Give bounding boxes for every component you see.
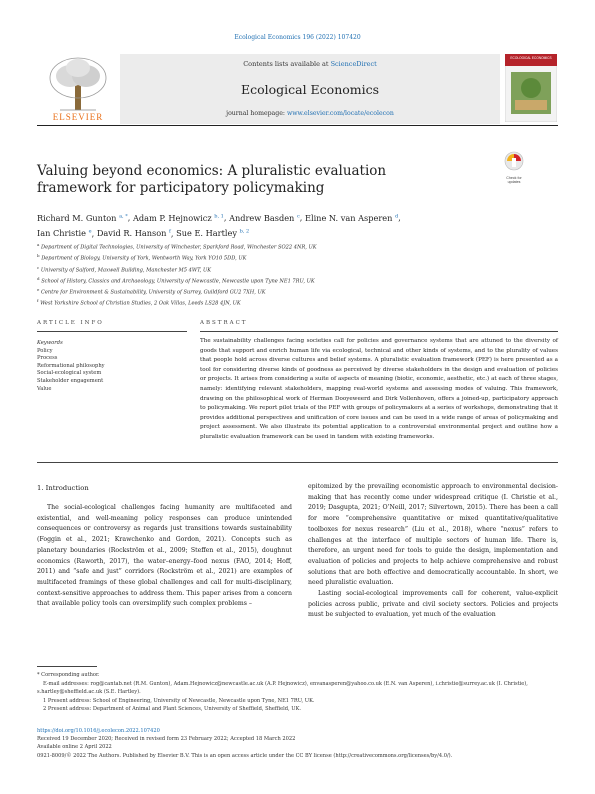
affiliation [37, 252, 557, 263]
journal-cover-image [505, 54, 557, 122]
keywords-block [37, 340, 187, 393]
footnotes [37, 671, 557, 714]
author-affil-marker[interactable]: b, 2 [239, 228, 250, 235]
body-column-left [37, 503, 292, 610]
affiliation [37, 264, 557, 275]
author-name: Adam P. Hejnowicz [132, 212, 212, 223]
contents-prefix: Contents lists available at [243, 60, 331, 68]
crossmark-icon [500, 150, 528, 172]
author-name: Richard M. Gunton [37, 212, 117, 223]
author-name: Eline N. van Asperen [304, 212, 393, 223]
keyword: Stakeholder engagement [37, 377, 104, 384]
journal-title: Ecological Economics [240, 82, 380, 97]
author-list: Richard M. Gunton $^{a, *}$, Adam P. Hejnowicz $^{b, 1}$, Andrew Basden $^c$, Eline N. van Asperen $^d$, Ian Christie $^e$, David R. Hanson $^f$, Sue E. Hartley $^{b, 2}$ [37, 212, 401, 239]
keywords-label: Keywords [37, 340, 63, 346]
footnote-divider [37, 666, 97, 667]
keyword: Social-ecological system [37, 370, 102, 377]
available-online: Available online 2 April 2022 [37, 744, 112, 751]
author-name: Sue E. Hartley [176, 228, 237, 239]
affil-text: West Yorkshire School of Christian Studies, 2 Oak Villas, Leeds LS28 4JN, UK [40, 301, 241, 308]
author-name: Ian Christie [37, 228, 87, 239]
affiliation [37, 297, 557, 308]
author[interactable] [133, 213, 224, 223]
author-name: David R. Hanson [96, 228, 167, 239]
doi-link[interactable]: https://doi.org/10.1016/j.ecolecon.2022.107420 [37, 728, 160, 734]
author-affil-marker[interactable]: f [169, 228, 171, 235]
sciencedirect-link[interactable]: ScienceDirect [330, 60, 377, 68]
footnote-2: 2 Present address: Department of Animal and Plant Sciences, University of Sheffield, Sheffield, UK. [43, 706, 302, 713]
homepage-line [120, 110, 500, 117]
affil-marker: f [37, 298, 39, 304]
affil-text: Department of Digital Technologies, University of Winchester, Sparkford Road, Winchester SO22 4NR, UK [41, 244, 317, 251]
footnote-1: 1 Present address: School of Engineering, University of Newcastle, Newcastle upon Tyne, NE1 7RU, UK. [43, 697, 315, 704]
affil-text: Department of Biology, University of York, Wentworth Way, York YO10 5DD, UK [41, 255, 247, 262]
affiliation [37, 241, 557, 252]
author-affil-marker[interactable]: e [88, 228, 92, 235]
author[interactable] [176, 228, 249, 238]
author-name: Andrew Basden [229, 212, 295, 223]
corresponding-author-note: * Corresponding author. [37, 672, 100, 678]
author[interactable] [229, 213, 300, 223]
keyword: Process [37, 355, 58, 362]
affiliation [37, 286, 557, 297]
body-column-right [308, 482, 558, 621]
crossmark-label: Check for updates [506, 176, 522, 184]
body-paragraph: Lasting social-ecological improvements call for coherent, value-explicit policies across public, private and civil society sectors. Policies and projects must be subjected to evaluation, yet much of the evaluation [308, 590, 558, 619]
author[interactable] [37, 228, 92, 238]
affil-text: University of Salford, Maxwell Building, Manchester M5 4WT, UK [40, 267, 212, 274]
author-affil-marker[interactable]: b, 1 [214, 213, 224, 219]
license-line: 0921-8009/© 2022 The Authors. Published by Elsevier B.V. This is an open access article under the CC BY license (http://creativecommons.org/licenses/by/4.0/). [37, 752, 453, 759]
elsevier-logo [40, 54, 116, 124]
affil-marker: b [37, 253, 40, 259]
keyword: Value [37, 385, 52, 392]
section-divider [200, 331, 558, 332]
section-divider [37, 331, 187, 332]
article-info-heading: ARTICLE INFO [37, 320, 104, 326]
cover-art-icon [505, 54, 557, 122]
affil-marker: e [37, 287, 40, 293]
section-divider [37, 462, 558, 463]
affil-text: School of History, Classics and Archaeology, University of Newcastle, Newcastle upon Tyne NE1 7RU, UK [41, 278, 315, 285]
affiliation [37, 275, 557, 286]
affil-text: Centre for Environment & Sustainability, University of Surrey, Guildford GU2 7XH, UK [41, 289, 266, 296]
cover-title: ECOLOGICAL ECONOMICS [510, 56, 552, 60]
body-paragraph: The social-ecological challenges facing humanity are multifaceted and existential, and well-meaning policy responses can produce unintended consequences or controversy as regards just transitions towards sustainability (Foggin et al., 2021; Krawchenko and Gordon, 2021). Concepts such as planetary boundaries (Rockström et al., 2009; Steffen et al., 2015), doughnut economics (Raworth, 2017), the water–energy–food nexus (FAO, 2014; Hoff, 2011) and “safe and just” corridors (Rockström et al., 2021) are examples of multifaceted framings of these global challenges and call for multi-disciplinary, context-sensitive approaches to address them. This paper arises from a concern that available policy tools can oversimplify such complex problems – [37, 504, 292, 608]
contents-line [120, 60, 500, 68]
received-dates: Received 19 December 2020; Received in revised form 23 February 2022; Accepted 18 March 2022 [37, 736, 296, 743]
keyword: Policy [37, 347, 53, 354]
abstract-heading: ABSTRACT [200, 320, 248, 326]
author[interactable] [37, 213, 128, 223]
journal-homepage-link[interactable]: www.elsevier.com/locate/ecolecon [286, 110, 394, 117]
affil-marker: c [37, 264, 40, 270]
body-paragraph: epitomized by the prevailing economistic approach to environmental decision-making that has recently come under widespread critique (I. Christie et al., 2019; Dasgupta, 2021; O’Neill, 2017; Silvertown, 2015). There has been a call for more “comprehensive quantitative or mixed quantitative/qualitative toolboxes for nexus research” (Liu et al., 2018), where “nexus” refers to challenges at the interface of multiple sectors of human life. There is, therefore, an urgent need for tools to guide the design, implementation and evaluation of policies and projects to help achieve comprehensive and robust solutions that are both effective and democratically accountable. In short, we need pluralistic evaluation. [308, 483, 558, 587]
journal-citation-link[interactable]: Ecological Economics 196 (2022) 107420 [234, 34, 361, 41]
affil-marker: a [37, 242, 40, 247]
article-title: Valuing beyond economics: A pluralistic evaluation framework for participatory policymaking [37, 163, 387, 196]
author[interactable] [305, 213, 398, 223]
author[interactable] [97, 228, 171, 238]
keyword: Reformational philosophy [37, 362, 105, 369]
abstract-text: The sustainability challenges facing societies call for policies and governance systems that are attuned to the diversity of goods that support and enrich human life via ecological, technical and other kinds of systems, and to the plurality of values that people hold across diverse cultures and belief systems. A pluralistic evaluation framework (PEF) is here presented as a tool for considering diverse kinds of goodness as perceived by diverse stakeholders in the design and evaluation of policies or projects. It arises from considering a suite of aspects of meaning (biotic, economic, aesthetic, etc.) at each of three stages, namely: identifying relevant stakeholders, mapping real-world systems and assessing modes of valuing. This framework, drawing on the philosophical work of Herman Dooyeweerd and Dirk Vollenhoven, offers a joined-up, participatory approach to policymaking. We report pilot trials of the PEF with groups of policymakers at a series of workshops, demonstrating that it provides additional perspectives and unification of core issues and can be used in a wide range of areas of policymaking and project assessment. We also illustrate its potential application to a controversial environmental project and outline how a pluralistic evaluation framework can be used in tandem with existing frameworks. [200, 338, 558, 440]
author-affil-marker[interactable]: a, * [119, 213, 128, 219]
affiliation-list [37, 241, 557, 309]
email-addresses: E-mail addresses: rog@cantab.net (R.M. Gunton), Adam.Hejnowicz@newcastle.ac.uk (A.P. Hejnowicz), envanasperen@yahoo.co.uk (E.N. van Asperen), i.christie@surrey.ac.uk (I. Christie), s.hartley@sheffield.ac.uk (S.E. Hartley). [37, 680, 528, 696]
author-affil-marker[interactable]: c [296, 213, 300, 219]
journal-banner [120, 54, 500, 124]
crossmark-button[interactable] [500, 150, 528, 184]
author-affil-marker[interactable]: d [394, 213, 399, 219]
publication-history [37, 727, 557, 760]
publisher-wordmark: ELSEVIER [52, 112, 104, 122]
introduction-heading: 1. Introduction [37, 484, 89, 492]
affil-marker: d [37, 275, 40, 281]
homepage-prefix: journal homepage: [226, 110, 287, 117]
